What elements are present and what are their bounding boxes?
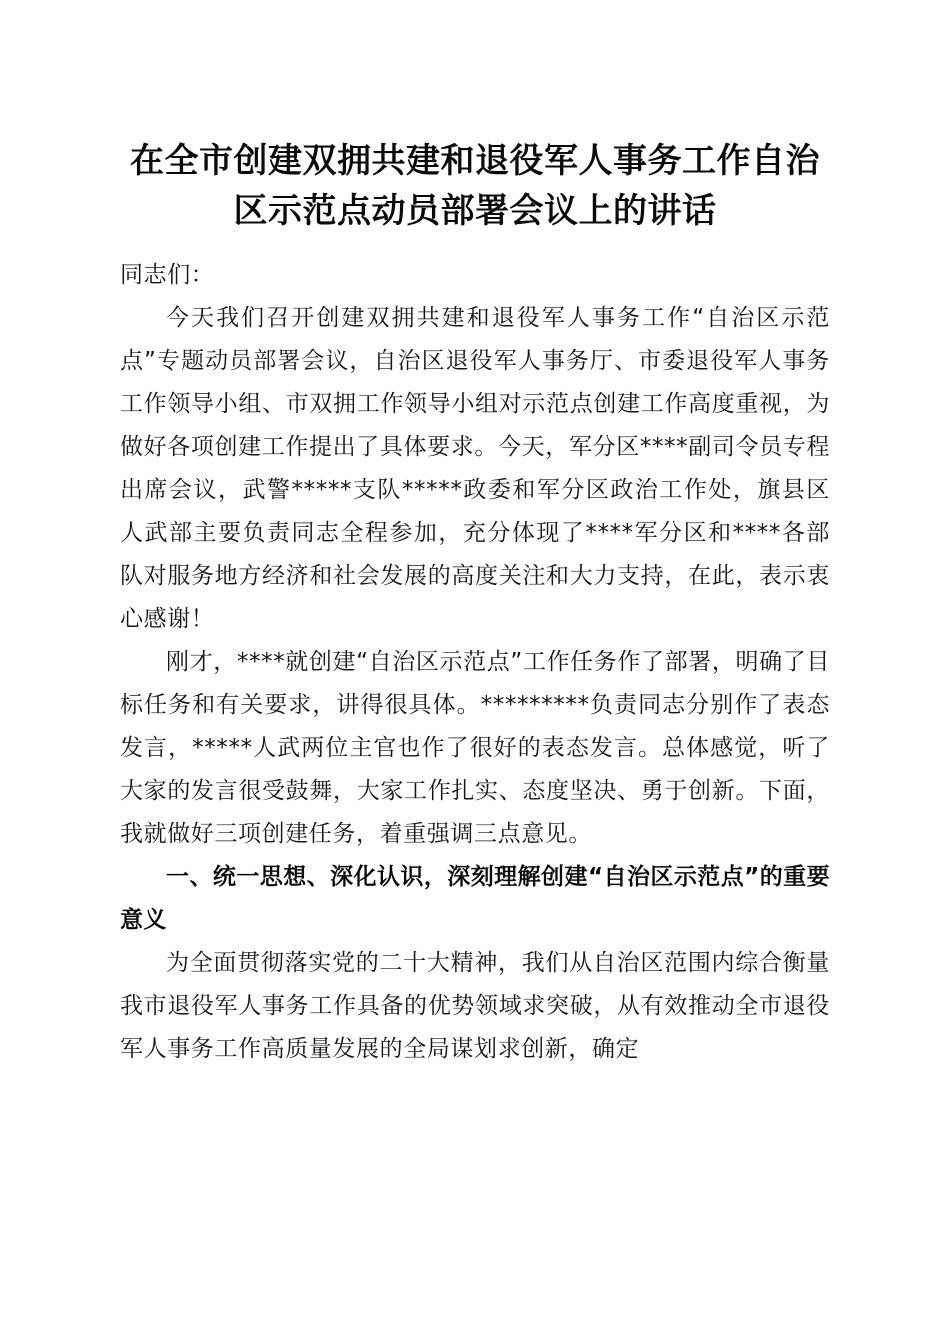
paragraph-section-1: 为全面贯彻落实党的二十大精神，我们从自治区范围内综合衡量我市退役军人事务工作具备的优势领域求突破，从有效推动全市退役军人事务工作高质量发展的全局谋划求创新，确定 bbox=[120, 950, 830, 1062]
paragraph-opening: 今天我们召开创建双拥共建和退役军人事务工作“自治区示范点”专题动员部署会议，自治区退役军人事务厅、市委退役军人事务工作领导小组、市双拥工作领导小组对示范点创建工作高度重视，为做好各项创建工作提出了具体要求。今天，军分区****副司令员专程出席会议，武警*****支队*****政委和军分区政治工作处，旗县区人武部主要负责同志全程参加，充分体现了****军分区和****各部队对服务地方经济和社会发展的高度关注和大力支持，在此，表示衷心感谢！ bbox=[120, 305, 830, 632]
paragraph-summary: 刚才，****就创建“自治区示范点”工作任务作了部署，明确了目标任务和有关要求，讲得很具体。*********负责同志分别作了表态发言，*****人武两位主官也作了很好的表态发言。总体感觉，听了大家的发言很受鼓舞，大家工作扎实、态度坚决、勇于创新。下面，我就做好三项创建任务，着重强调三点意见。 bbox=[120, 649, 830, 847]
salutation: 同志们： bbox=[120, 262, 215, 288]
section-heading-1: 一、统一思想、深化认识，深刻理解创建“自治区示范点”的重要意义 bbox=[120, 864, 830, 933]
document-body bbox=[120, 254, 830, 1071]
title-line-1: 在全市创建双拥共建和退役军人事务工作自治 bbox=[130, 141, 820, 181]
title-line-2: 区示范点动员部署会议上的讲话 bbox=[233, 191, 717, 231]
document-title bbox=[100, 136, 850, 236]
